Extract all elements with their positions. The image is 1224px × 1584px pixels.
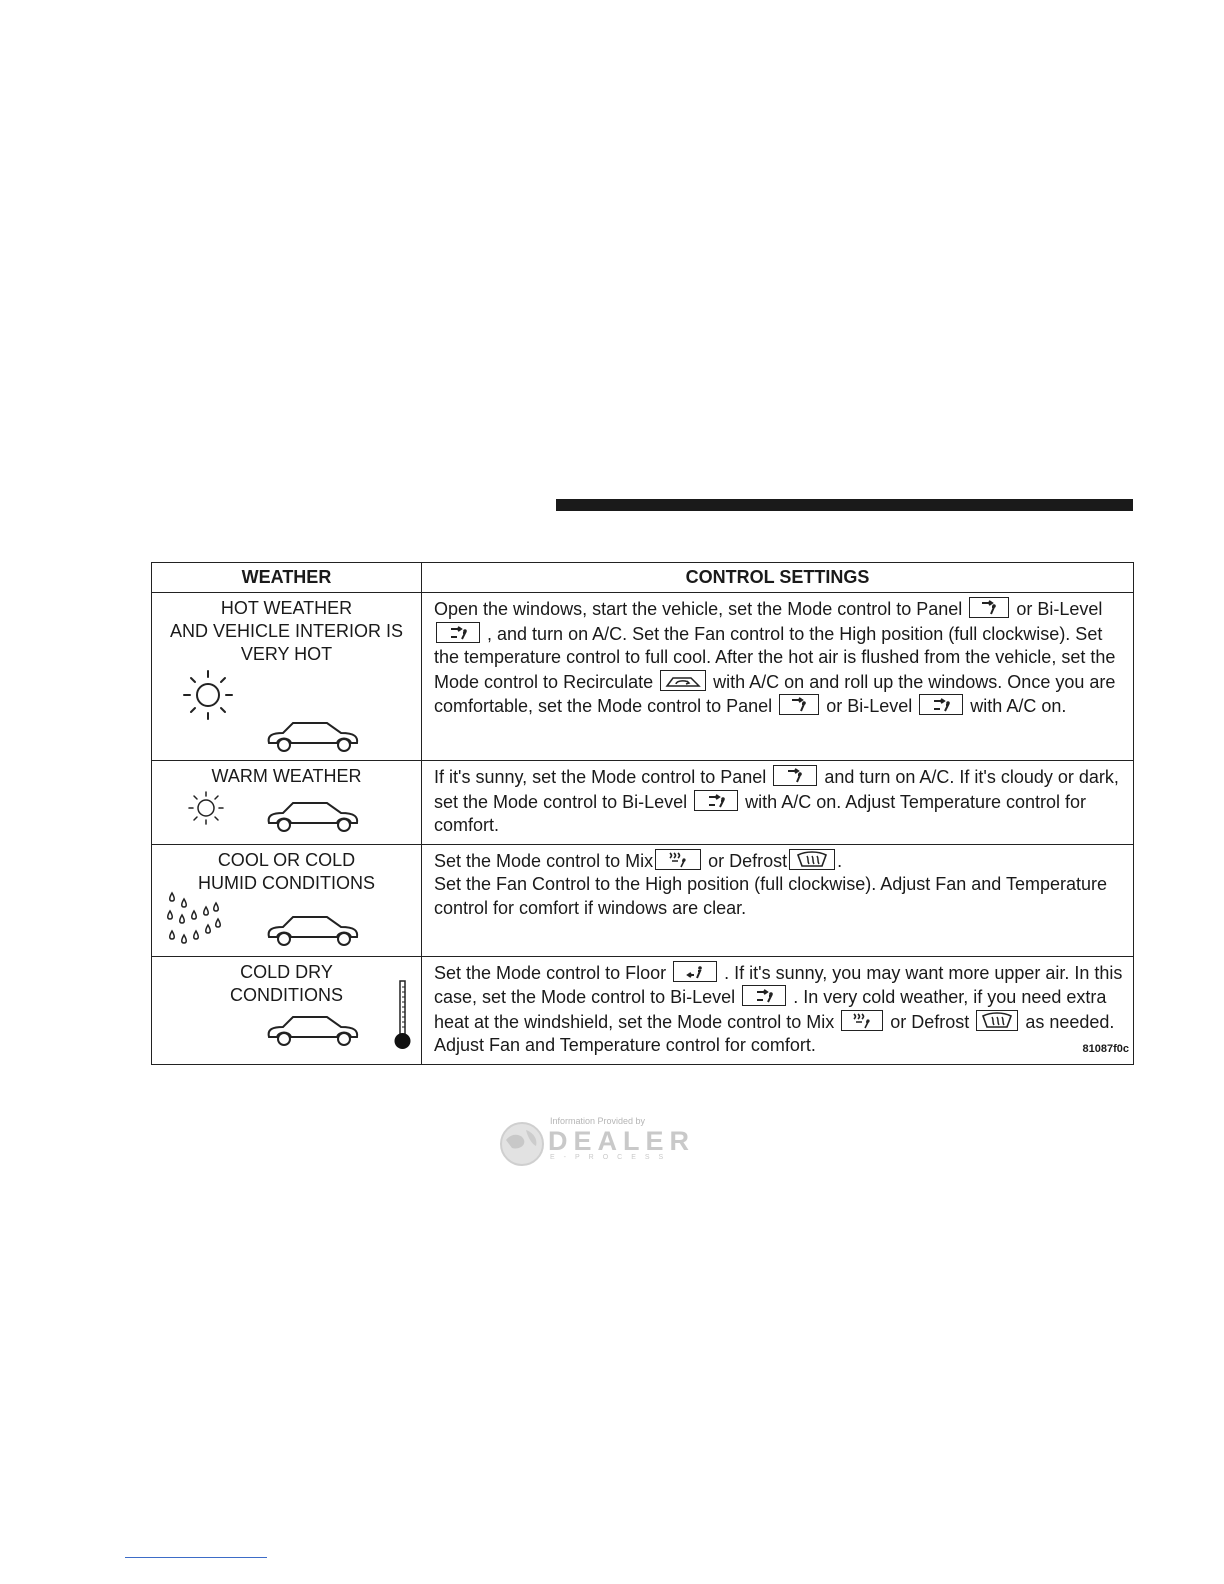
- section-header-bar: [556, 499, 1133, 511]
- settings-text: with A/C on and roll up the windows. Once you are comfortable, set the Mode control to Panel: [434, 671, 1116, 716]
- bilevel-mode-icon: [694, 790, 738, 811]
- mix-mode-icon: [655, 849, 701, 870]
- table-row-hot-weather: [152, 593, 1134, 761]
- settings-cell-cold-dry: [422, 956, 1134, 1064]
- weather-label: HOT WEATHER AND VEHICLE INTERIOR IS VERY HOT: [169, 598, 404, 664]
- settings-text: Set the Mode control to Mix: [434, 850, 654, 871]
- settings-text: If it's sunny, set the Mode control to Panel: [434, 767, 767, 787]
- weather-label: COLD DRY CONDITIONS: [229, 961, 343, 1005]
- settings-text: and turn on A/C. If it's cloudy or dark, set the Mode control to Bi-Level: [434, 767, 1119, 812]
- settings-text: or Defrost: [890, 1011, 970, 1032]
- settings-text: Open the windows, start the vehicle, set the Mode control to Panel: [434, 599, 963, 619]
- car-icon: [265, 1011, 361, 1049]
- bottom-link-underline[interactable]: [125, 1557, 267, 1558]
- car-icon: [265, 797, 361, 835]
- globe-logo-icon: [498, 1120, 546, 1168]
- raindrops-icon: [164, 889, 226, 951]
- settings-text: , and turn on A/C. Set the Fan control to the High position (full clockwise). Set the temperature control to full cool. After the hot air is flushed from the vehicle, set the Mode control to Recirculate: [434, 623, 1116, 692]
- mix-mode-icon: [841, 1010, 883, 1031]
- settings-text: . In very cold weather, if you need extra heat at the windshield, set the Mode control to Mix: [434, 987, 1107, 1032]
- weather-cell-cool-humid: [152, 844, 422, 956]
- settings-text: or Bi-Level: [1016, 599, 1103, 619]
- watermark-brand: DEALER: [548, 1126, 696, 1156]
- settings-cell-hot: [422, 593, 1134, 761]
- sun-icon: [184, 789, 228, 827]
- settings-text: . Set the Fan Control to the High position (full clockwise). Adjust Fan and Temperature control for comfort if windows are clear.: [434, 850, 1108, 918]
- bilevel-mode-icon: [436, 622, 480, 643]
- settings-text: Set the Mode control to Floor: [434, 962, 667, 983]
- thermometer-icon: [392, 979, 414, 1051]
- panel-mode-icon: [779, 694, 819, 715]
- settings-text: with A/C on.: [970, 696, 1067, 716]
- sun-icon: [176, 667, 240, 723]
- floor-mode-icon: [673, 961, 717, 982]
- weather-cell-warm: [152, 761, 422, 845]
- weather-cell-hot: [152, 593, 422, 761]
- weather-cell-cold-dry: [152, 956, 422, 1064]
- table-header-row: [152, 563, 1134, 593]
- car-icon: [265, 911, 361, 949]
- settings-column-header: CONTROL SETTINGS: [422, 563, 1134, 593]
- panel-mode-icon: [773, 765, 817, 786]
- table-row-warm-weather: [152, 761, 1134, 845]
- weather-column-header: WEATHER: [152, 563, 422, 593]
- table-row-cool-humid: [152, 844, 1134, 956]
- settings-cell-warm: [422, 761, 1134, 845]
- defrost-icon: [789, 849, 835, 870]
- settings-cell-cool-humid: [422, 844, 1134, 956]
- watermark-caption: Information Provided by: [550, 1116, 646, 1126]
- watermark-subtitle: E-PROCESS: [550, 1154, 673, 1161]
- bilevel-mode-icon: [919, 694, 963, 715]
- defrost-icon: [976, 1010, 1018, 1031]
- weather-label: COOL OR COLD HUMID CONDITIONS: [198, 849, 375, 893]
- figure-code: 81087f0c: [1082, 1043, 1129, 1055]
- climate-control-table: [151, 562, 1134, 1065]
- table-row-cold-dry: [152, 956, 1134, 1064]
- settings-text: as needed. Adjust Fan and Temperature control for comfort.: [434, 1011, 1115, 1055]
- settings-text: or Bi-Level: [826, 696, 913, 716]
- settings-text: or Defrost: [708, 850, 788, 871]
- car-icon: [265, 717, 361, 755]
- settings-text: . If it's sunny, you may want more upper air. In this case, set the Mode control to Bi-Level: [434, 962, 1123, 1007]
- dealer-watermark: [498, 1116, 708, 1172]
- weather-label: WARM WEATHER: [211, 766, 362, 786]
- panel-mode-icon: [969, 597, 1009, 618]
- recirculate-icon: [660, 670, 706, 691]
- bilevel-mode-icon: [742, 985, 786, 1006]
- settings-text: with A/C on. Adjust Temperature control for comfort.: [434, 791, 1087, 835]
